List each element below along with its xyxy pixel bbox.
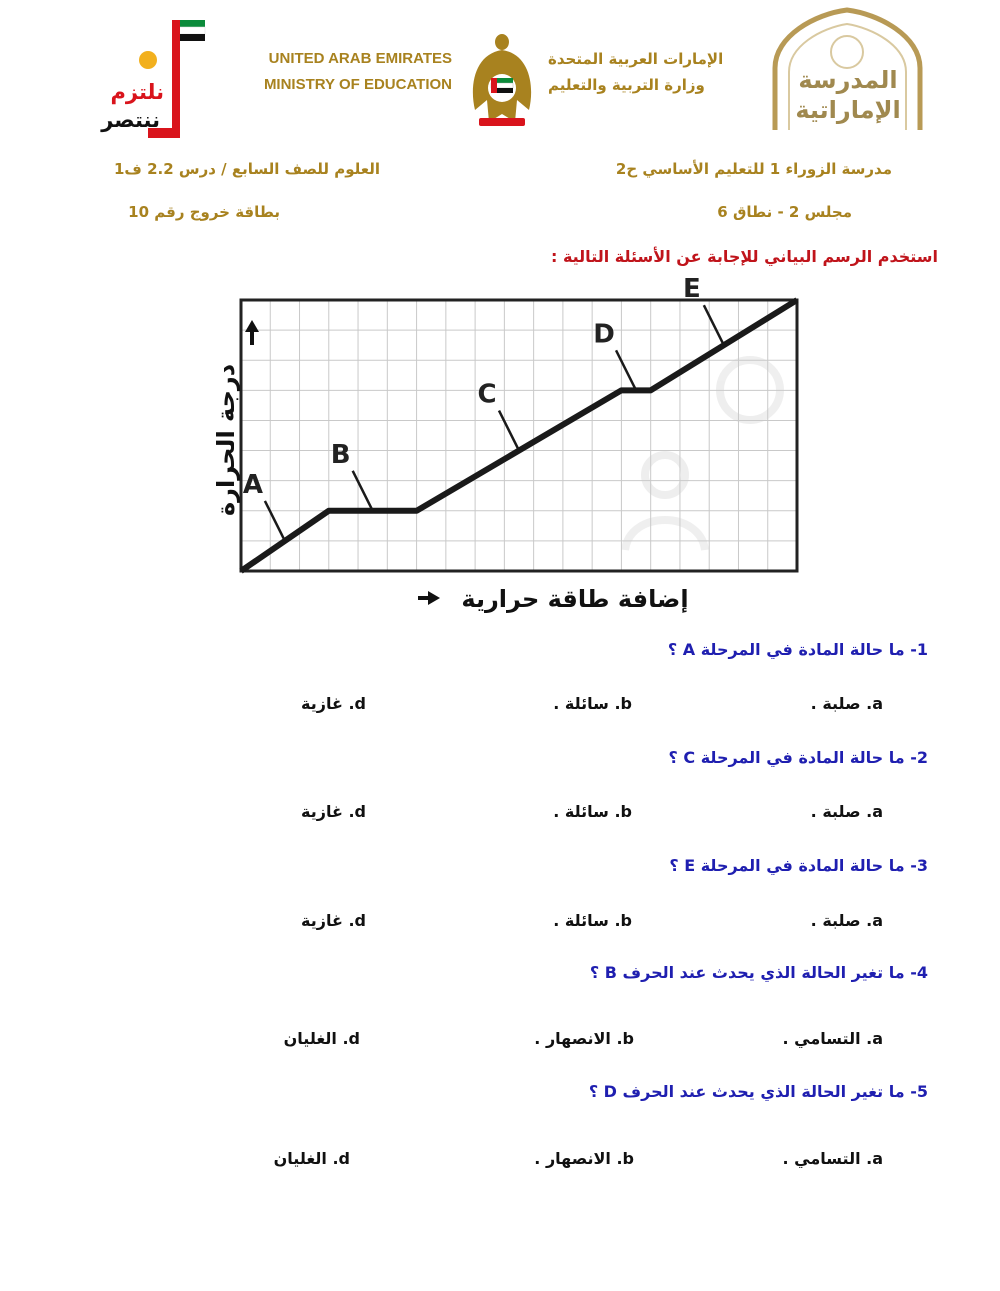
ministry-ar-line2: وزارة التربية والتعليم (548, 76, 705, 94)
subject-lesson: العلوم للصف السابع / درس 2.2 ف1 (113, 160, 380, 178)
council-range: مجلس 2 - نطاق 6 (717, 203, 852, 221)
question-5-option-a[interactable]: a. التسامي . (782, 1149, 883, 1168)
question-4-option-a[interactable]: a. التسامي . (782, 1029, 883, 1048)
segment-leader-E (704, 305, 724, 345)
question-3-option-d[interactable]: d. غازية (301, 911, 366, 930)
segment-label-C: C (477, 379, 497, 410)
segment-label-B: B (330, 439, 351, 470)
chart-svg (200, 274, 820, 625)
y-axis-label: درجة الحرارة (212, 363, 240, 517)
ministry-ar-line1: الإمارات العربية المتحدة (548, 50, 724, 68)
school-name: مدرسة الزوراء 1 للتعليم الأساسي ح2 (615, 160, 892, 178)
segment-label-D: D (593, 319, 615, 350)
question-1-option-b[interactable]: b. سائلة . (553, 694, 632, 713)
question-3: 3- ما حالة المادة في المرحلة E ؟ (669, 856, 928, 875)
question-1: 1- ما حالة المادة في المرحلة A ؟ (667, 640, 928, 659)
slogan-logo (80, 12, 210, 142)
ministry-en-line1: UNITED ARAB EMIRATES (268, 50, 452, 67)
question-1-option-a[interactable]: a. صلبة . (810, 694, 883, 713)
ministry-en-line2: MINISTRY OF EDUCATION (263, 76, 452, 93)
question-4-option-d[interactable]: d. الغليان (283, 1029, 360, 1048)
hand-icon (139, 51, 157, 69)
instruction: استخدم الرسم البياني للإجابة عن الأسئلة التالية : (550, 247, 938, 266)
question-1-option-d[interactable]: d. غازية (301, 694, 366, 713)
question-2-option-d[interactable]: d. غازية (301, 802, 366, 821)
question-5-option-b[interactable]: b. الانصهار . (534, 1149, 634, 1168)
ministry-english (262, 46, 452, 98)
segment-label-E: E (682, 274, 701, 305)
x-axis-label: إضافة طاقة حرارية (461, 585, 689, 613)
school-logo (765, 8, 930, 133)
segment-leader-A (265, 501, 285, 541)
question-4-option-b[interactable]: b. الانصهار . (534, 1029, 634, 1048)
plot-frame (241, 300, 797, 571)
school-logo-line1: المدرسة (798, 66, 898, 94)
heating-curve-line (241, 300, 797, 571)
segment-leader-D (616, 350, 636, 390)
segment-leader-C (499, 411, 519, 451)
ministry-arabic (548, 46, 738, 98)
question-5: 5- ما تغير الحالة الذي يحدث عند الحرف D ؟ (588, 1082, 928, 1101)
slogan-line1: نلتزم (110, 80, 164, 104)
uae-emblem (465, 30, 540, 130)
segment-leader-B (353, 471, 373, 511)
question-3-option-a[interactable]: a. صلبة . (810, 911, 883, 930)
school-logo-line2: الإماراتية (795, 96, 901, 124)
question-2-option-b[interactable]: b. سائلة . (553, 802, 632, 821)
question-2-option-a[interactable]: a. صلبة . (810, 802, 883, 821)
segment-label-A: A (242, 469, 263, 500)
slogan-line2: ننتصر (101, 108, 160, 132)
question-5-option-d[interactable]: d. الغليان (273, 1149, 350, 1168)
falcon-emblem-icon (465, 30, 540, 130)
question-2: 2- ما حالة المادة في المرحلة C ؟ (668, 748, 928, 767)
exit-card-number: بطاقة خروج رقم 10 (128, 203, 280, 221)
question-4: 4- ما تغير الحالة الذي يحدث عند الحرف B ؟ (589, 963, 928, 982)
question-3-option-b[interactable]: b. سائلة . (553, 911, 632, 930)
heating-curve-chart (200, 274, 820, 625)
